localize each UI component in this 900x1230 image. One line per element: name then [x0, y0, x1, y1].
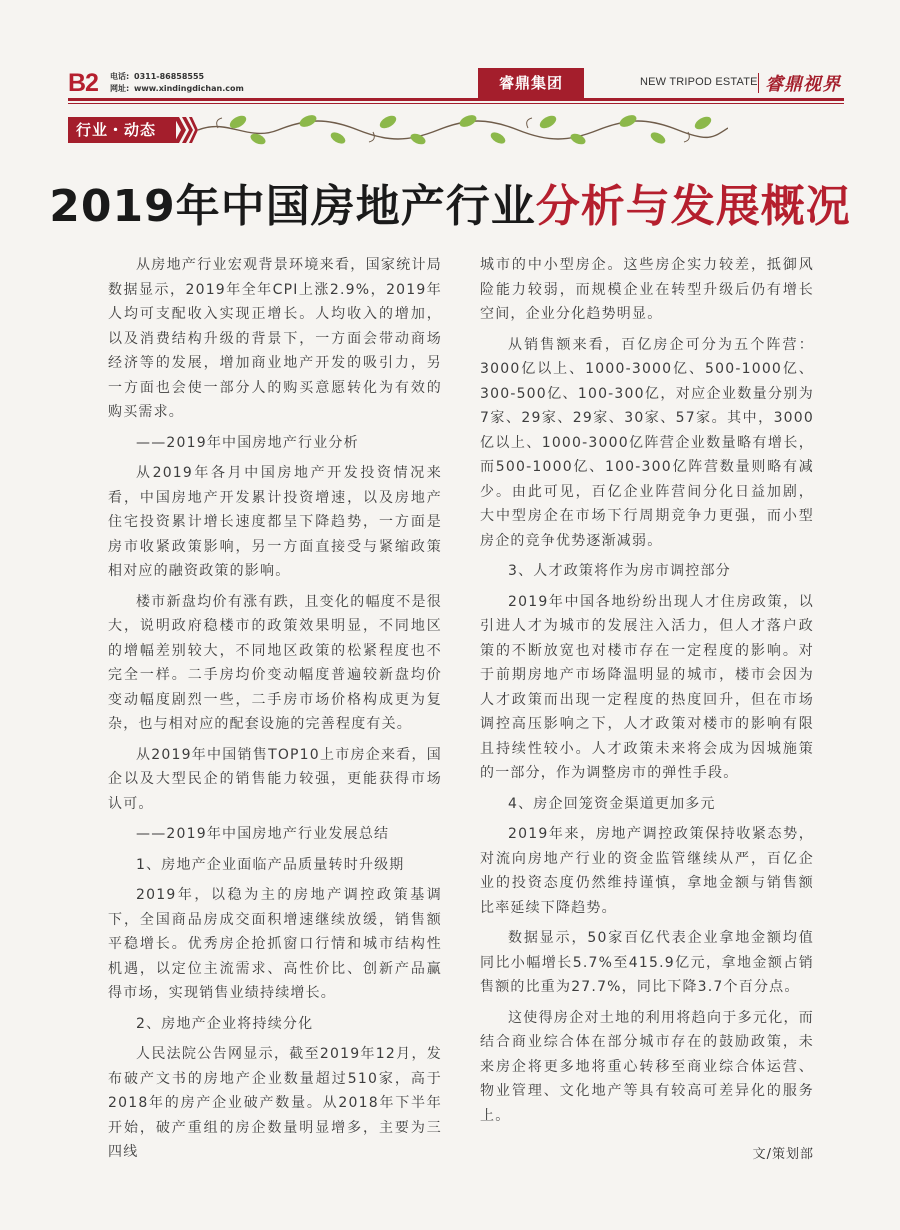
contact-info — [110, 71, 244, 95]
paragraph: 2019年来，房地产调控政策保持收紧态势，对流向房地产行业的资金监管继续从严，百亿企业的投资态度仍然维持谨慎，拿地金额与销售额比率延续下降趋势。 — [480, 826, 814, 916]
header-rule-thin — [68, 103, 844, 104]
article-right-column — [480, 253, 814, 1134]
paragraph: 这使得房企对土地的利用将趋向于多元化，而结合商业综合体在部分城市存在的鼓励政策，未来房企将更多地将重心转移至商业综合体运营、物业管理、文化地产等具有较高可差异化的服务上。 — [480, 1009, 814, 1124]
paragraph: 人民法院公告网显示，截至2019年12月，发布破产文书的房地产企业数量超过510家，高于2018年的房产企业破产数量。从2018年下半年开始，破产重组的房企数量明显增多，主要为三四线 — [108, 1046, 442, 1160]
page-number: B2 — [68, 69, 98, 97]
brand-name: 睿鼎集团 — [478, 68, 584, 98]
vine-decoration — [198, 110, 728, 150]
subheading: ——2019年中国房地产行业发展总结 — [136, 826, 390, 842]
title-black-part: 2019年中国房地产行业 — [49, 181, 536, 232]
paragraph: 从2019年中国销售TOP10上市房企来看，国企以及大型民企的销售能力较强，更能获得市场认可。 — [108, 746, 442, 812]
header-divider — [758, 73, 759, 93]
subheading: 1、房地产企业面临产品质量转时升级期 — [136, 856, 405, 873]
page-header — [68, 68, 844, 98]
column-logo: 睿鼎视界 — [765, 74, 841, 95]
byline: 文/策划部 — [752, 1147, 814, 1162]
paragraph: 从房地产行业宏观背景环境来看，国家统计局数据显示，2019年全年CPI上涨2.9%，2019年人均可支配收入实现正增长。人均收入的增加，以及消费结构升级的背景下，一方面会带动商场经济等的发展，增加商业地产开发的吸引力，另一方面也会使一部分人的购买意愿转化为有效的购买需求。 — [108, 257, 442, 420]
ribbon-stripes — [174, 117, 198, 143]
subheading: 3、人才政策将作为房市调控部分 — [508, 563, 731, 579]
subheading: ——2019年中国房地产行业分析 — [136, 434, 359, 451]
paragraph: 2019年中国各地纷纷出现人才住房政策，以引进人才为城市的发展注入活力，但人才落户政策的不断放宽也对楼市存在一定程度的影响。对于前期房地产市场降温明显的城市，楼市会因为人才政策而出现一定程度的热度回升，但在市场调控高压影响之下，人才政策对楼市的影响有限且持续性较小。人才政策未来将会成为因城施策的一部分，作为调整房市的弹性手段。 — [480, 593, 814, 781]
paragraph: 从2019年各月中国房地产开发投资情况来看，中国房地产开发累计投资增速，以及房地产住宅投资累计增长速度都呈下降趋势，一方面是房市收紧政策影响，另一方面直接受与紧缩政策相对应的融资政策的影响。 — [108, 465, 442, 579]
section-label: 行业・动态 — [68, 117, 176, 143]
header-rule-thick — [68, 98, 844, 101]
website-url: www.xindingdichan.com — [134, 84, 244, 93]
article-left-column — [108, 253, 442, 1171]
title-red-part: 分析与发展概况 — [535, 181, 851, 232]
paragraph: 2019年，以稳为主的房地产调控政策基调下，全国商品房成交面积增速继续放缓，销售额平稳增长。优秀房企抢抓窗口行情和城市结构性机遇，以定位主流需求、高性价比、创新产品赢得市场，实现销售业绩持续增长。 — [108, 887, 442, 1001]
brand-english-name: NEW TRIPOD ESTATE — [640, 76, 758, 88]
paragraph: 楼市新盘均价有涨有跌，且变化的幅度不是很大，说明政府稳楼市的政策效果明显，不同地区的增幅差别较大，不同地区政策的松紧程度也不完全一样。二手房均价变动幅度普遍较新盘均价变动幅度剧烈一些，二手房市场价格构成更为复杂，也与相对应的配套设施的完善程度有关。 — [108, 593, 442, 732]
paragraph: 从销售额来看，百亿房企可分为五个阵营：3000亿以上、1000-3000亿、500-1000亿、300-500亿、100-300亿，对应企业数量分别为7家、29家、29家、30家、57家。其中，3000亿以上、1000-3000亿阵营企业数量略有增长，而500-1000亿、100-300亿阵营数量则略有减少。由此可见，百亿企业阵营间分化日益加剧，大中型房企在市场下行周期竞争力更强，而小型房企的竞争优势逐渐减弱。 — [480, 336, 814, 549]
paragraph-continued: 城市的中小型房企。这些房企实力较差，抵御风险能力较弱，而规模企业在转型升级后仍有增长空间，企业分化趋势明显。 — [480, 257, 814, 322]
phone-number: 0311-86858555 — [134, 72, 205, 81]
subheading: 2、房地产企业将持续分化 — [136, 1015, 314, 1032]
website-label: 网址: — [110, 84, 130, 93]
article-title — [0, 170, 900, 234]
subheading: 4、房企回笼资金渠道更加多元 — [508, 795, 716, 812]
phone-label: 电话: — [110, 72, 130, 81]
paragraph: 数据显示，50家百亿代表企业拿地金额均值同比小幅增长5.7%至415.9亿元，拿地金额占销售额的比重为27.7%，同比下降3.7个百分点。 — [480, 930, 814, 995]
